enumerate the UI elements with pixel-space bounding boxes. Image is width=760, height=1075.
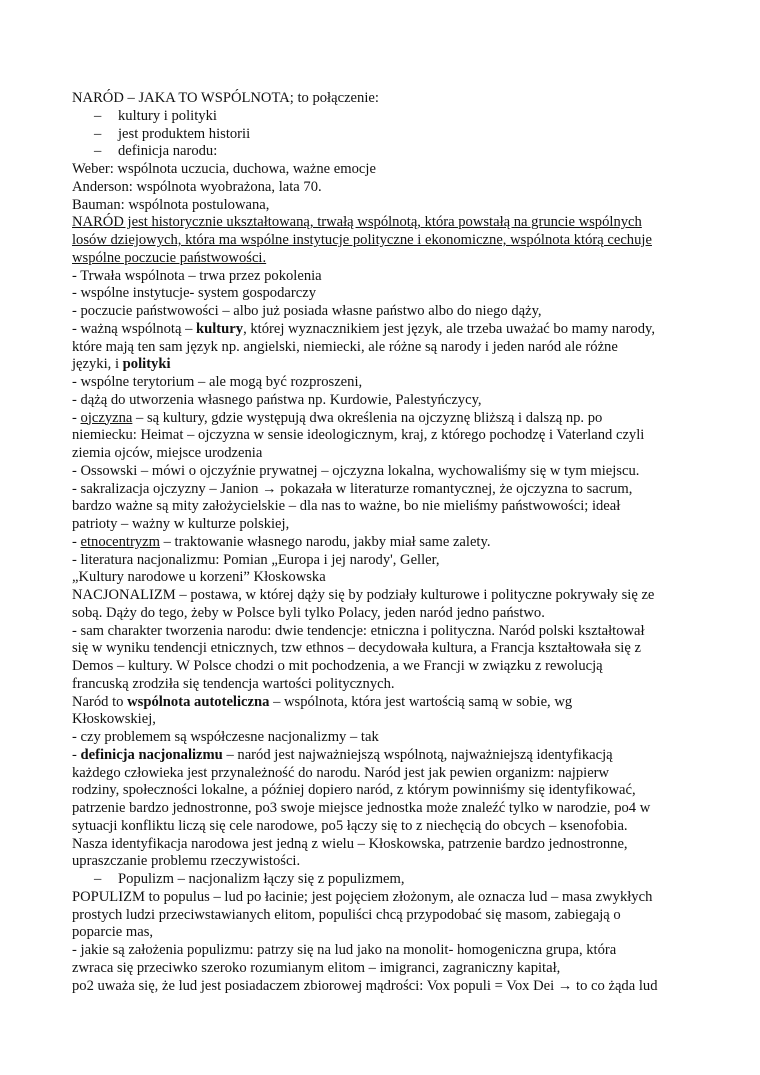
text: - Ossowski – mówi o ojczyźnie prywatnej – ojczyzna lokalna, wychowaliśmy się w tym miejscu. (72, 462, 640, 479)
text-line (72, 640, 692, 658)
text: które mają ten sam język np. angielski, niemiecki, ale różne są narody i jeden naród ale różne (72, 338, 618, 355)
text: po2 uważa się, że lud jest posiadaczem zbiorowej mądrości: Vox populi = Vox Dei → to co żąda lud (72, 977, 658, 994)
text-line (72, 197, 692, 215)
text: - (72, 533, 81, 550)
text: - poczucie państwowości – albo już posiada własne państwo albo do niego dąży, (72, 303, 542, 319)
text-line (72, 782, 692, 800)
text: ziemia ojców, miejsce urodzenia (72, 445, 263, 461)
text-line (72, 942, 692, 960)
text-line (72, 658, 692, 676)
text-line (72, 534, 692, 552)
text: - sam charakter tworzenia narodu: dwie tendencje: etniczna i polityczna. Naród polski kształtował (72, 622, 645, 639)
text-line (72, 605, 692, 623)
text: - (72, 409, 81, 426)
text: wspólne poczucie państwowości. (72, 249, 267, 266)
text: NACJONALIZM – postawa, w której dąży się by podziały kulturowe i polityczne pokrywały się ze (72, 587, 655, 603)
text: - jakie są założenia populizmu: patrzy się na lud jako na monolit- homogeniczna grupa, która (72, 942, 617, 958)
text: Anderson: wspólnota wyobrażona, lata 70. (72, 178, 322, 195)
bullet-dash: – (94, 143, 102, 160)
text: „Kultury narodowe u korzeni” Kłoskowska (72, 569, 326, 586)
text: Naród to (72, 693, 128, 710)
text: - Trwała wspólnota – trwa przez pokolenia (72, 267, 322, 284)
text-line (72, 853, 692, 871)
text: Kłoskowskiej, (72, 711, 156, 728)
text: - dążą do utworzenia własnego państwa np. Kurdowie, Palestyńczycy, (72, 391, 482, 408)
text-line (72, 800, 692, 818)
bullet-text: Populizm – nacjonalizm łączy się z populizmem, (118, 871, 405, 887)
text: - wspólne instytucje- system gospodarczy (72, 285, 316, 302)
text-line (72, 481, 692, 499)
text-line (72, 285, 692, 303)
bold-term: kultury (196, 320, 244, 337)
text-line (72, 587, 692, 605)
bullet-item (72, 126, 692, 144)
definition-line (72, 232, 692, 250)
bullet-text: kultury i polityki (118, 107, 217, 124)
text: patrioty – ważny w kulturze polskiej, (72, 516, 290, 532)
text-line (72, 339, 692, 357)
text-line (72, 356, 692, 374)
text: Weber: wspólnota uczucia, duchowa, ważne emocje (72, 161, 376, 177)
text-line (72, 623, 692, 641)
text: sobą. Dąży do tego, żeby w Polsce byli tylko Polacy, jeden naród jedno państwo. (72, 604, 545, 621)
bullet-text: definicja narodu: (118, 143, 218, 160)
text: NARÓD jest historycznie ukształtowaną, trwałą wspólnotą, która powstałą na gruncie wspólnych (72, 214, 642, 231)
text: zwraca się przeciwko szeroko rozumianym elitom – imigranci, zagraniczny kapitał, (72, 959, 561, 976)
bold-term: wspólnota autoteliczna (127, 693, 270, 710)
bullet-dash: – (94, 107, 102, 124)
text-line (72, 321, 692, 339)
text-line (72, 907, 692, 925)
text: losów dziejowych, która ma wspólne instytucje polityczne i ekonomiczne, wspólnota którą cechuje (72, 232, 652, 248)
text: – wspólnota, która jest wartością samą w sobie, wg (269, 693, 573, 710)
text-line (72, 374, 692, 392)
text-line (72, 268, 692, 286)
text: - literatura nacjonalizmu: Pomian „Europa i jej narody', Geller, (72, 551, 440, 568)
bullet-item (72, 871, 692, 889)
text: upraszczanie problemu rzeczywistości. (72, 853, 301, 870)
bold-term: polityki (122, 356, 171, 373)
underlined-term: etnocentryzm (80, 533, 160, 550)
text: POPULIZM to populus – lud po łacinie; jest pojęciem złożonym, ale oznacza lud – masa zwykłych (72, 888, 653, 905)
text-line (72, 552, 692, 570)
text: – naród jest najważniejszą wspólnotą, najważniejszą identyfikacją (222, 746, 613, 763)
text: bardzo ważne są mity założycielskie – dla nas to ważne, bo nie mieliśmy państwowości; ideał (72, 498, 621, 515)
text: niemiecku: Heimat – ojczyzna w sensie ideologicznym, kraj, z którego pochodzę i Vaterland czyli (72, 427, 645, 444)
text: się w wyniku tendencji etnicznych, tzw ethnos – decydowała kultura, a Francja kształtowała się z (72, 640, 641, 657)
text-line (72, 445, 692, 463)
text: francuską zrodziła się tendencja wartości politycznych. (72, 675, 395, 692)
text-line (72, 924, 692, 942)
bullet-item (72, 108, 692, 126)
underlined-term: ojczyzna (80, 409, 133, 426)
text: sytuacji konfliktu liczą się cele narodowe, po5 łączy się to z niechęcią do obcych – ksenofobia. (72, 817, 628, 834)
text: , której wyznacznikiem jest język, ale trzeba uważać bo mamy narody, (243, 320, 656, 337)
document-body (72, 90, 692, 995)
text: - wspólne terytorium – ale mogą być rozproszeni, (72, 374, 363, 390)
text-line (72, 410, 692, 428)
text: Bauman: wspólnota postulowana, (72, 196, 270, 213)
bullet-item (72, 143, 692, 161)
bullet-dash: – (94, 871, 102, 887)
text-line (72, 427, 692, 445)
text-line (72, 303, 692, 321)
bullet-dash: – (94, 125, 102, 142)
text-line (72, 161, 692, 179)
text-line (72, 889, 692, 907)
text-line (72, 960, 692, 978)
text: - (72, 746, 81, 763)
text-line (72, 179, 692, 197)
text: - sakralizacja ojczyzny – Janion → pokazała w literaturze romantycznej, że ojczyzna to sacrum, (72, 480, 633, 497)
text-line (72, 978, 692, 996)
bullet-text: jest produktem historii (118, 125, 251, 142)
text-line (72, 569, 692, 587)
text-line (72, 747, 692, 765)
text-line (72, 516, 692, 534)
text: Nasza identyfikacja narodowa jest jedną z wielu – Kłoskowska, patrzenie bardzo jednostronne, (72, 835, 628, 852)
text-line (72, 765, 692, 783)
text: – są kultury, gdzie występują dwa określenia na ojczyznę bliższą i dalszą np. po (132, 409, 603, 426)
text-line (72, 463, 692, 481)
definition-line (72, 250, 692, 268)
text: rodziny, społeczności lokalne, a później dopiero naród, z którym powinniśmy się identyfikować, (72, 782, 636, 799)
text-line (72, 498, 692, 516)
bold-term: definicja nacjonalizmu (80, 746, 223, 763)
text-line (72, 836, 692, 854)
text-line (72, 694, 692, 712)
text: - czy problemem są współczesne nacjonalizmy – tak (72, 729, 379, 745)
text: poparcie mas, (72, 924, 154, 941)
text-line (72, 729, 692, 747)
text: NARÓD – JAKA TO WSPÓLNOTA; to połączenie: (72, 90, 379, 106)
text-line (72, 711, 692, 729)
text: - ważną wspólnotą – (72, 320, 197, 337)
text-line (72, 818, 692, 836)
text: języki, i (72, 356, 123, 373)
text-line (72, 392, 692, 410)
text: Demos – kultury. W Polsce chodzi o mit pochodzenia, a we Francji w związku z rewolucją (72, 658, 603, 674)
heading-narod (72, 90, 692, 108)
text-line (72, 676, 692, 694)
text: patrzenie bardzo jednostronne, po3 swoje miejsce jednostka może znaleźć tylko w narodzie, po4 w (72, 800, 651, 816)
text: – traktowanie własnego narodu, jakby miał same zalety. (159, 533, 491, 550)
definition-line (72, 214, 692, 232)
text: prostych ludzi przeciwstawianych elitom, populiści chcą przypodobać się masom, zabiegają o (72, 906, 621, 923)
text: każdego człowieka jest przynależność do narodu. Naród jest jak pewien organizm: najpierw (72, 764, 610, 781)
